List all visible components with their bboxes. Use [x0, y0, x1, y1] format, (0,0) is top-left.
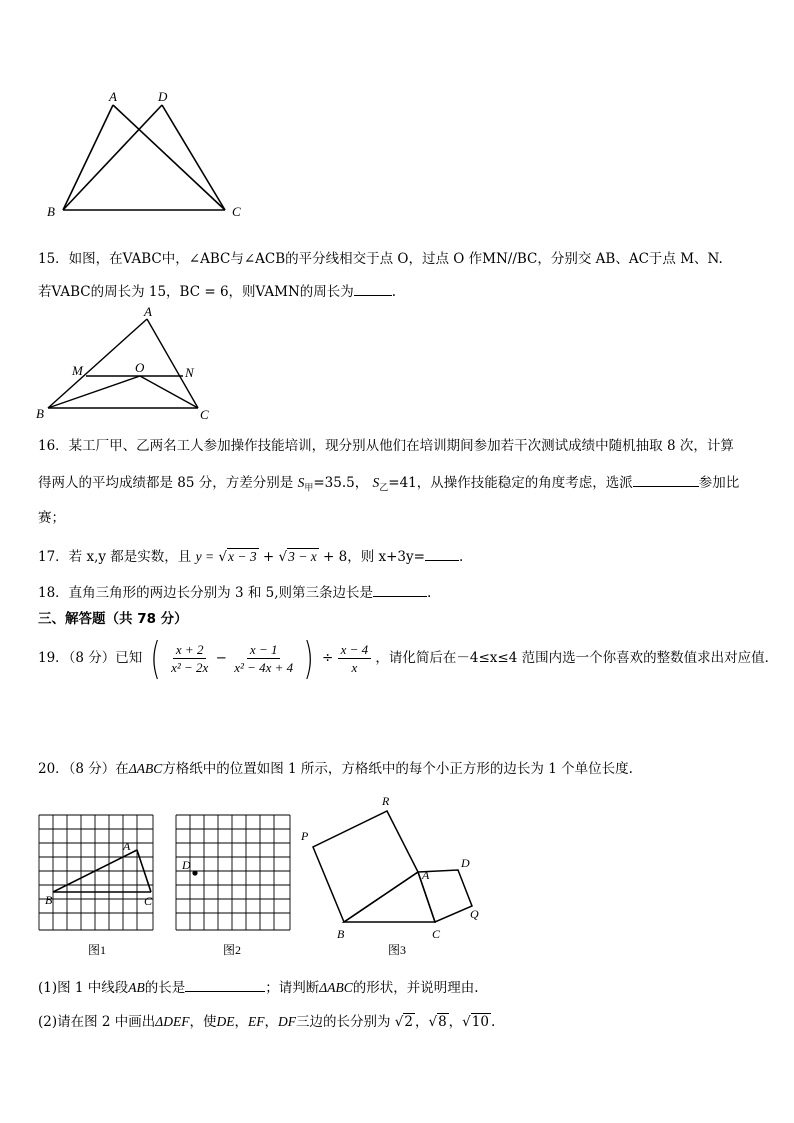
label-d: D [158, 89, 168, 104]
q17-line: 17．若 x,y 都是实数，且 y = √x − 3 + √3 − x + 8，则 x+3y= . [38, 549, 464, 565]
label-a: A [144, 305, 152, 319]
q16-line1: 16．某工厂甲、乙两名工人参加操作技能培训，现分别从他们在培训期间参加若干次测试成绩中随机抽取 8 次，计算 [38, 438, 734, 454]
label-d: D [182, 858, 191, 872]
q20-part2: (2)请在图 2 中画出ΔDEF，使DE，EF，DF三边的长分别为 √2 ，√8 ，√10 . [38, 1014, 496, 1030]
answer-blank-q20-1[interactable] [185, 978, 265, 992]
q16-line2: 得两人的平均成绩都是 85 分，方差分别是 $S_甲=35.5$， $S_乙=41$，从操作技能稳定的角度考虑，选派 参加比 [38, 475, 740, 494]
label-a: A [422, 868, 430, 882]
answer-blank-q16[interactable] [633, 473, 699, 487]
section-title: 三、解答题（共 78 分） [38, 611, 188, 627]
figure-1-grid [36, 812, 160, 962]
answer-blank-q15[interactable] [354, 282, 392, 296]
fig2-caption: 图2 [223, 943, 242, 957]
figure-triangle-mon [34, 305, 214, 423]
q16-line3: 赛； [38, 510, 65, 526]
point-d [192, 870, 197, 875]
figure-triangles-abdc [40, 85, 260, 225]
label-b: B [45, 893, 53, 907]
label-b: B [337, 927, 345, 941]
figure-2-grid [173, 812, 297, 962]
label-c: C [432, 927, 441, 941]
label-c: C [232, 204, 241, 219]
label-a: A [109, 89, 117, 104]
label-m: M [72, 363, 83, 378]
q20-line1: 20．（8 分）在ΔABC方格纸中的位置如图 1 所示，方格纸中的每个小正方形的边长为 1 个单位长度. [38, 761, 633, 777]
q15-line2: 若VABC的周长为 15，BC = 6，则VAMN的周长为 . [38, 284, 397, 300]
label-n: N [185, 365, 194, 380]
fig3-caption: 图3 [388, 943, 407, 957]
label-o: O [135, 360, 145, 375]
q15-line1: 15．如图，在VABC中，∠ABC与∠ACB的平分线相交于点 O，过点 O 作MN//BC，分别交 AB、AC于点 M、N. [38, 251, 723, 267]
label-a: A [123, 839, 131, 853]
figure-3-squares [296, 790, 492, 962]
q20-part1: (1)图 1 中线段AB的长是 ；请判断ΔABC的形状，并说明理由. [38, 980, 479, 996]
label-d: D [461, 856, 470, 870]
answer-blank-q17[interactable] [425, 547, 459, 561]
fig1-caption: 图1 [88, 943, 107, 957]
label-b: B [36, 406, 44, 421]
label-r: R [382, 794, 390, 808]
label-q: Q [470, 907, 479, 921]
answer-blank-q18[interactable] [373, 583, 427, 597]
label-p: P [301, 829, 309, 843]
q18-line: 18．直角三角形的两边长分别为 3 和 5,则第三条边长是 . [38, 585, 432, 601]
label-c: C [144, 894, 153, 908]
label-c: C [200, 407, 209, 422]
label-b: B [47, 204, 55, 219]
q19-line: 19．（8 分）已知 ( $\frac{x + 2}{\text{x² − 2x}}$ − $\frac{x - 1}{\text{x² − 4x + 4}}$ ) ÷ $\frac{x - 4}{x}$ ，请化简后在－4≤x≤4 范围内选一个你喜欢的整数值求出对应值． [38, 632, 779, 684]
